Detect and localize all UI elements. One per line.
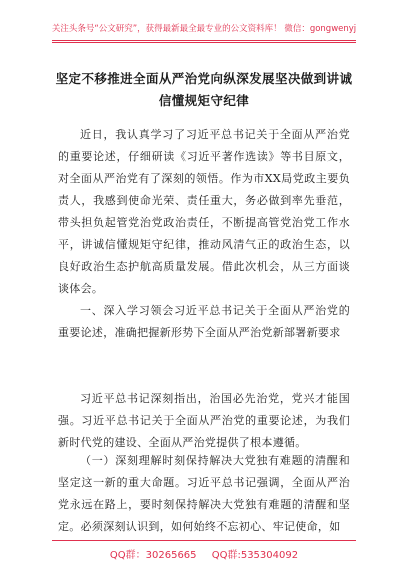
document-title: 坚定不移推进全面从严治党向纵深发展坚决做到讲诚信懂规矩守纪律 <box>55 71 353 108</box>
header-banner: 关注头条号“公文研究”，获得最新最全最专业的公文资料库！ 微信：gongwenyj <box>51 24 357 34</box>
section-heading-1: 一、深入学习领会习近平总书记关于全面从严治党的重要论述，准确把握新形势下全面从严治党新部署新要求 <box>58 304 350 339</box>
footer-qq-group-1: QQ群：30265665 <box>109 550 197 561</box>
paragraph-intro: 近日，我认真学习了习近平总书记关于全面从严治党的重要论述，仔细研读《习近平著作选读》等书目原文，对全面从严治党有了深刻的领悟。作为市XX局党政主要负责人，我感到使命光荣、责任重大，务必做到率先垂范，带头担负起管党治党政治责任，不断提高管党治党工作水平，讲诚信懂规矩守纪律，推动风清气正的政治生态，以良好政治生态护航高质量发展。借此次机会，从三方面谈谈体会。 <box>58 128 350 295</box>
header-divider <box>52 40 356 41</box>
subsection-paragraph: （一）深刻理解时刻保持解决大党独有难题的清醒和坚定这一新的重大命题。习近平总书记强调，全面从严治党永远在路上，要时刻保持解决大党独有难题的清醒和坚定。必须深刻认识到，如何始终不忘初心、牢记使命，如 <box>58 454 350 533</box>
paragraph-body: 习近平总书记深刻指出，治国必先治党，党兴才能国强。习近平总书记关于全面从严治党的重要论述，为我们新时代党的建设、全面从严治党提供了根本遵循。 <box>58 392 350 449</box>
footer-contact <box>0 546 408 561</box>
footer-divider <box>52 540 356 541</box>
footer-qq-group-2: QQ群:535304092 <box>211 550 299 561</box>
header-divider-thin <box>52 42 356 43</box>
